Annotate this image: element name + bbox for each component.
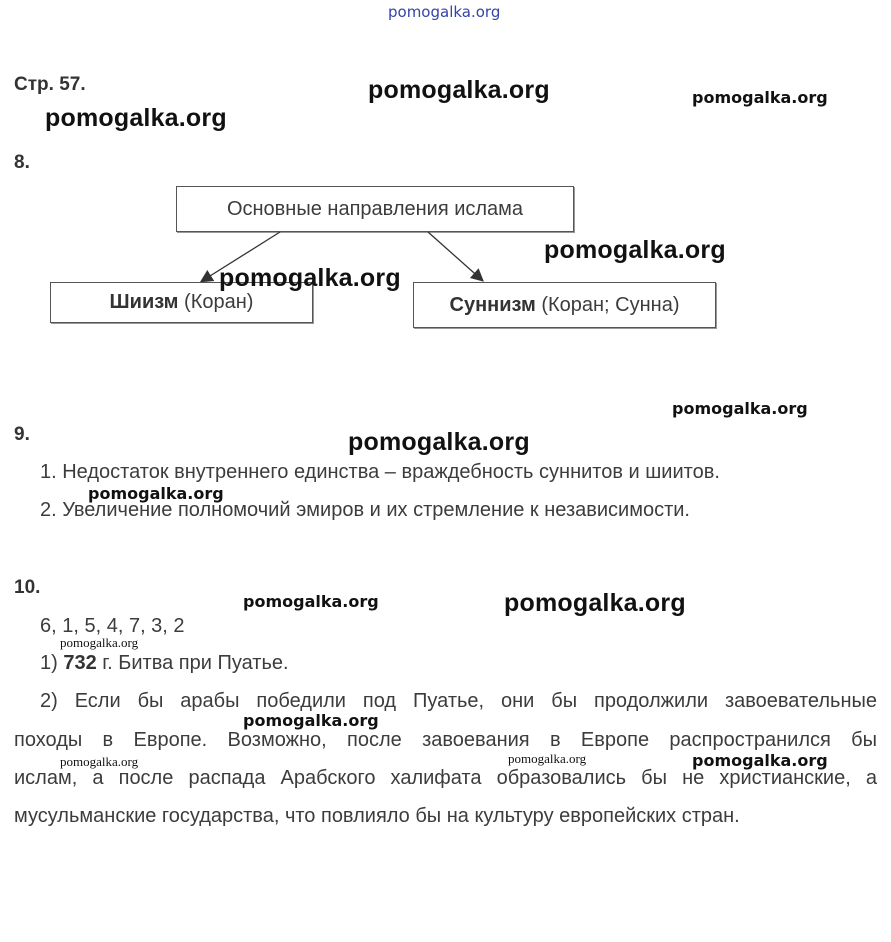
page-header: Стр. 57. xyxy=(14,74,86,95)
battle-year: 732 xyxy=(63,652,97,674)
watermark: pomogalka.org xyxy=(45,104,227,132)
task-10-answer-2-line-1: 2) Если бы арабы победили под Пуатье, они бы продолжили завоевательные xyxy=(40,690,877,712)
diagram-sunnism-box xyxy=(413,282,716,328)
watermark: pomogalka.org xyxy=(692,751,828,770)
watermark: pomogalka.org xyxy=(88,484,224,503)
shiism-sources: (Коран) xyxy=(178,291,254,313)
task-10-number: 10. xyxy=(14,577,41,598)
task-9-item-2: 2. Увеличение полномочий эмиров и их стремление к независимости. xyxy=(40,499,690,521)
watermark: pomogalka.org xyxy=(348,428,530,456)
task-10-answer-2-line-4: мусульманские государства, что повлияло бы на культуру европейских стран. xyxy=(14,805,740,827)
watermark: pomogalka.org xyxy=(544,236,726,264)
watermark: pomogalka.org xyxy=(60,754,139,769)
sunnism-label: Суннизм xyxy=(449,293,536,316)
watermark: pomogalka.org xyxy=(60,635,139,650)
watermark: pomogalka.org xyxy=(692,88,828,107)
task-9-number: 9. xyxy=(14,424,30,445)
watermark: pomogalka.org xyxy=(243,592,379,611)
watermark: pomogalka.org xyxy=(219,264,401,292)
top-watermark: pomogalka.org xyxy=(388,3,501,21)
shiism-label: Шиизм xyxy=(109,291,179,313)
watermark: pomogalka.org xyxy=(504,589,686,617)
task-8-number: 8. xyxy=(14,152,30,173)
watermark: pomogalka.org xyxy=(243,711,379,730)
task-10-order: 6, 1, 5, 4, 7, 3, 2 xyxy=(40,615,185,637)
watermark: pomogalka.org xyxy=(672,399,808,418)
task-10-answer-2-line-2: походы в Европе. Возможно, после завоевания в Европе распространился бы xyxy=(14,729,877,751)
task-10-answer-1: 1) 732 г. Битва при Пуатье. xyxy=(40,652,289,674)
diagram-root-label: Основные направления ислама xyxy=(226,197,524,220)
arrow-to-sunnism xyxy=(428,232,482,280)
task-9-item-1: 1. Недостаток внутреннего единства – враждебность суннитов и шиитов. xyxy=(40,461,720,483)
watermark: pomogalka.org xyxy=(368,76,550,104)
sunnism-sources: (Коран; Сунна) xyxy=(535,293,680,316)
task-10-answer-2-line-3: ислам, а после распада Арабского халифата образовались бы не христианские, а xyxy=(14,767,877,789)
watermark: pomogalka.org xyxy=(508,751,587,766)
diagram-arrows xyxy=(0,0,891,400)
